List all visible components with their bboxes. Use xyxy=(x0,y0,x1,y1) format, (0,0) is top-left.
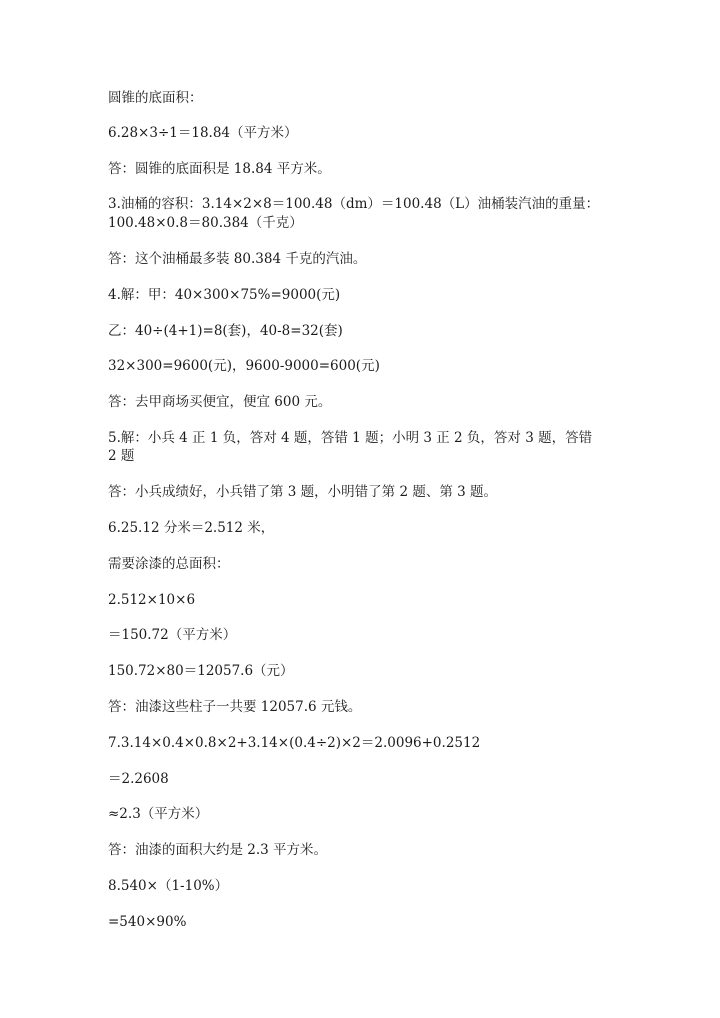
text-line-22: ≈2.3（平方米） xyxy=(108,806,209,822)
text-line-4: 3.油桶的容积：3.14×2×8＝100.48（dm）＝100.48（L）油桶装汽油的重量： xyxy=(108,196,600,212)
text-line-17: ＝150.72（平方米） xyxy=(108,627,237,643)
text-line-11: 5.解：小兵 4 正 1 负，答对 4 题，答错 1 题；小明 3 正 2 负，答对 3 题，答错 xyxy=(108,430,593,446)
text-line-19: 答：油漆这些柱子一共要 12057.6 元钱。 xyxy=(108,699,362,715)
text-line-9: 32×300=9600(元)，9600-9000=600(元) xyxy=(108,358,380,374)
text-line-18: 150.72×80＝12057.6（元） xyxy=(108,663,294,679)
text-line-24: 8.540×（1-10%） xyxy=(108,878,229,894)
text-line-13: 答：小兵成绩好，小兵错了第 3 题，小明错了第 2 题、第 3 题。 xyxy=(108,484,498,500)
text-line-12: 2 题 xyxy=(108,448,135,464)
text-line-3: 答：圆锥的底面积是 18.84 平方米。 xyxy=(108,161,331,177)
text-line-14: 6.25.12 分米＝2.512 米， xyxy=(108,520,275,536)
text-line-16: 2.512×10×6 xyxy=(108,592,196,608)
text-line-7: 4.解：甲：40×300×75%=9000(元) xyxy=(108,287,341,303)
text-line-10: 答：去甲商场买便宜，便宜 600 元。 xyxy=(108,394,332,410)
text-line-1: 圆锥的底面积： xyxy=(108,90,203,106)
text-line-15: 需要涂漆的总面积： xyxy=(108,556,230,572)
text-line-25: =540×90% xyxy=(108,914,187,930)
text-line-23: 答：油漆的面积大约是 2.3 平方米。 xyxy=(108,842,328,858)
text-line-5: 100.48×0.8＝80.384（千克） xyxy=(108,215,303,231)
text-line-21: ＝2.2608 xyxy=(108,771,169,787)
text-line-8: 乙：40÷(4+1)=8(套)，40-8=32(套) xyxy=(108,323,343,339)
text-line-2: 6.28×3÷1＝18.84（平方米） xyxy=(108,125,298,141)
text-line-20: 7.3.14×0.4×0.8×2+3.14×(0.4÷2)×2＝2.0096+0.2512 xyxy=(108,735,481,751)
text-line-6: 答：这个油桶最多装 80.384 千克的汽油。 xyxy=(108,251,367,267)
